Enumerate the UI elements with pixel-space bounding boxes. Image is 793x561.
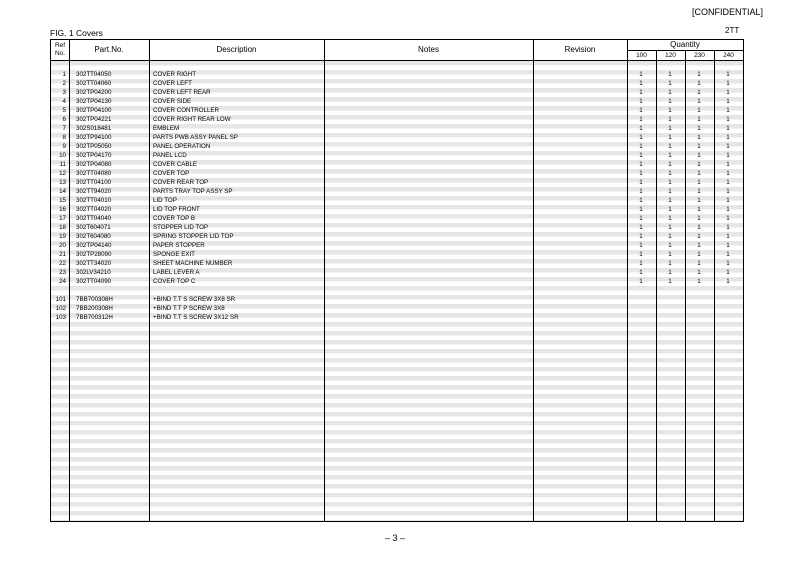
- table-row: [51, 295, 743, 304]
- part-no-cell: 302TP04170: [76, 152, 112, 159]
- qty-230-cell: 1: [697, 71, 701, 78]
- description-cell: COVER CABLE: [153, 161, 198, 168]
- col-q120-header: 120: [665, 52, 676, 59]
- table-row: [51, 259, 743, 268]
- qty-240-cell: 1: [726, 197, 730, 204]
- qty-230-cell: 1: [697, 152, 701, 159]
- table-row: [51, 277, 743, 286]
- qty-120-cell: 1: [668, 215, 672, 222]
- part-no-cell: 302TP04140: [76, 242, 112, 249]
- qty-230-cell: 1: [697, 224, 701, 231]
- description-cell: PANEL LCD: [153, 152, 187, 159]
- description-cell: COVER LEFT REAR: [153, 89, 211, 96]
- qty-120-cell: 1: [668, 71, 672, 78]
- figure-title: FIG. 1 Covers: [50, 28, 103, 38]
- qty-230-cell: 1: [697, 215, 701, 222]
- ref-no-cell: 10: [59, 152, 66, 159]
- qty-230-cell: 1: [697, 179, 701, 186]
- part-no-cell: 302TT04100: [76, 179, 112, 186]
- qty-100-cell: 1: [639, 269, 643, 276]
- ref-no-cell: 18: [59, 224, 66, 231]
- page-number: – 3 –: [385, 533, 406, 543]
- qty-100-cell: [627, 313, 655, 322]
- table-row: [51, 79, 743, 88]
- description-cell: COVER CONTROLLER: [153, 107, 220, 114]
- description-cell: PARTS TRAY TOP ASSY SP: [153, 188, 233, 195]
- qty-230-cell: 1: [697, 206, 701, 213]
- qty-240-cell: 1: [726, 233, 730, 240]
- qty-230-cell: 1: [697, 134, 701, 141]
- description-cell: COVER TOP C: [153, 278, 196, 285]
- qty-120-cell: 1: [668, 89, 672, 96]
- qty-100-cell: 1: [639, 89, 643, 96]
- qty-120-cell: 1: [668, 134, 672, 141]
- qty-240-cell: 1: [726, 161, 730, 168]
- table-row: [51, 124, 743, 133]
- qty-240-cell: 1: [726, 125, 730, 132]
- qty-240-cell: 1: [726, 260, 730, 267]
- qty-240-cell: 1: [726, 116, 730, 123]
- qty-120-cell: 1: [668, 197, 672, 204]
- qty-100-cell: 1: [639, 278, 643, 285]
- qty-240-cell: 1: [726, 179, 730, 186]
- qty-230-cell: [685, 295, 713, 304]
- parts-table: [50, 39, 744, 522]
- qty-240-cell: 1: [726, 224, 730, 231]
- part-no-cell: 302TP28090: [76, 251, 112, 258]
- table-body: [51, 61, 743, 521]
- ref-no-cell: 2: [62, 80, 66, 87]
- description-cell: LABEL LEVER A: [153, 269, 200, 276]
- qty-120-cell: 1: [668, 224, 672, 231]
- qty-120-cell: 1: [668, 206, 672, 213]
- qty-230-cell: 1: [697, 107, 701, 114]
- qty-120-cell: 1: [668, 278, 672, 285]
- col-notes-header: Notes: [418, 45, 439, 54]
- col-ref-header: [51, 40, 69, 60]
- part-no-cell: 302TT34020: [76, 260, 112, 267]
- qty-230-cell: 1: [697, 269, 701, 276]
- qty-100-cell: 1: [639, 233, 643, 240]
- part-no-cell: 302T604080: [76, 233, 111, 240]
- qty-240-cell: 1: [726, 152, 730, 159]
- part-no-cell: 302TT04060: [76, 80, 112, 87]
- qty-240-cell: 1: [726, 206, 730, 213]
- description-cell: COVER TOP: [153, 170, 190, 177]
- qty-120-cell: 1: [668, 80, 672, 87]
- ref-no-cell: 103: [55, 314, 66, 321]
- table-row: [51, 97, 743, 106]
- description-cell: SPONGE EXIT: [153, 251, 195, 258]
- table-row: [51, 178, 743, 187]
- part-no-cell: 302TT94020: [76, 188, 112, 195]
- qty-120-cell: 1: [668, 125, 672, 132]
- qty-230-cell: 1: [697, 188, 701, 195]
- qty-230-cell: 1: [697, 260, 701, 267]
- ref-no-cell: 20: [59, 242, 66, 249]
- table-row: [51, 214, 743, 223]
- qty-120-cell: 1: [668, 143, 672, 150]
- qty-100-cell: 1: [639, 134, 643, 141]
- ref-no-cell: 8: [62, 134, 66, 141]
- table-row: [51, 286, 743, 295]
- table-row: [51, 313, 743, 322]
- table-row: [51, 106, 743, 115]
- table-row: [51, 223, 743, 232]
- table-row: [51, 169, 743, 178]
- part-no-cell: 302TP04130: [76, 98, 112, 105]
- col-q230-header: 230: [694, 52, 705, 59]
- part-no-cell: 302TT04020: [76, 206, 112, 213]
- qty-240-cell: 1: [726, 98, 730, 105]
- qty-100-cell: 1: [639, 260, 643, 267]
- qty-240-cell: 1: [726, 71, 730, 78]
- part-no-cell: 302TT04050: [76, 71, 112, 78]
- qty-100-cell: 1: [639, 197, 643, 204]
- description-cell: COVER RIGHT REAR LOW: [153, 116, 231, 123]
- qty-100-cell: 1: [639, 125, 643, 132]
- qty-120-cell: [656, 286, 684, 295]
- qty-100-cell: 1: [639, 224, 643, 231]
- description-cell: +BIND T.T S SCREW 3X8 SR: [153, 296, 236, 303]
- part-no-cell: 7BB700308H: [76, 296, 113, 303]
- qty-230-cell: 1: [697, 170, 701, 177]
- qty-100-cell: 1: [639, 188, 643, 195]
- qty-120-cell: 1: [668, 152, 672, 159]
- ref-no-cell: 23: [59, 269, 66, 276]
- confidential-label: [CONFIDENTIAL]: [692, 7, 764, 17]
- table-row: [51, 88, 743, 97]
- description-cell: COVER REAR TOP: [153, 179, 209, 186]
- ref-no-cell: 7: [62, 125, 66, 132]
- description-cell: COVER RIGHT: [153, 71, 196, 78]
- qty-120-cell: 1: [668, 233, 672, 240]
- qty-100-cell: 1: [639, 80, 643, 87]
- qty-230-cell: [685, 304, 713, 313]
- description-cell: +BIND T.T P SCREW 3X8: [153, 305, 225, 312]
- ref-no-cell: [51, 286, 66, 295]
- description-cell: SHEET MACHINE NUMBER: [153, 260, 233, 267]
- ref-no-cell: 101: [55, 296, 66, 303]
- table-row: [51, 133, 743, 142]
- table-row: [51, 232, 743, 241]
- description-cell: PANEL OPERATION: [153, 143, 211, 150]
- qty-100-cell: 1: [639, 251, 643, 258]
- qty-240-cell: 1: [726, 143, 730, 150]
- qty-120-cell: 1: [668, 260, 672, 267]
- part-no-cell: 302LV34210: [76, 269, 111, 276]
- part-no-cell: 302TP04200: [76, 89, 112, 96]
- col-quantity-header: Quantity: [670, 40, 700, 49]
- table-row: [51, 70, 743, 79]
- qty-100-cell: 1: [639, 179, 643, 186]
- qty-100-cell: 1: [639, 71, 643, 78]
- col-q100-header: 100: [636, 52, 647, 59]
- part-no-cell: 302TT04090: [76, 278, 112, 285]
- qty-120-cell: 1: [668, 170, 672, 177]
- qty-230-cell: 1: [697, 233, 701, 240]
- table-row: [51, 196, 743, 205]
- part-no-cell: 7BB700312H: [76, 314, 113, 321]
- qty-120-cell: [656, 313, 684, 322]
- description-cell: SPRING STOPPER LID TOP: [153, 233, 234, 240]
- part-no-cell: 302TP04221: [76, 116, 112, 123]
- ref-no-cell: 11: [59, 161, 66, 168]
- col-desc-header: Description: [216, 45, 257, 54]
- part-no-cell: 302TT04040: [76, 215, 112, 222]
- qty-230-cell: 1: [697, 161, 701, 168]
- ref-no-cell: 3: [62, 89, 66, 96]
- part-no-cell: 7BB200308H: [76, 305, 113, 312]
- qty-240-cell: [714, 295, 742, 304]
- qty-230-cell: 1: [697, 251, 701, 258]
- qty-230-cell: 1: [697, 143, 701, 150]
- qty-120-cell: 1: [668, 188, 672, 195]
- qty-240-cell: 1: [726, 188, 730, 195]
- qty-240-cell: [714, 286, 742, 295]
- description-cell: EMBLEM: [153, 125, 180, 132]
- ref-no-cell: 12: [59, 170, 66, 177]
- part-no-cell: 302S018481: [76, 125, 112, 132]
- qty-100-cell: [627, 304, 655, 313]
- qty-100-cell: [627, 295, 655, 304]
- qty-120-cell: [656, 295, 684, 304]
- ref-no-cell: 9: [62, 143, 66, 150]
- part-no-cell: 302TP04100: [76, 107, 112, 114]
- col-ref-line1: Ref: [54, 42, 66, 49]
- part-no-cell: 302TT04010: [76, 197, 112, 204]
- ref-no-cell: 6: [62, 116, 66, 123]
- qty-230-cell: 1: [697, 98, 701, 105]
- table-row: [51, 142, 743, 151]
- col-part-header: Part.No.: [94, 45, 124, 54]
- part-no-cell: 302TT04080: [76, 170, 112, 177]
- table-row: [51, 241, 743, 250]
- qty-120-cell: 1: [668, 179, 672, 186]
- ref-no-cell: 17: [59, 215, 66, 222]
- table-row: [51, 187, 743, 196]
- description-cell: PARTS PWB ASSY PANEL SP: [153, 134, 238, 141]
- qty-120-cell: 1: [668, 107, 672, 114]
- col-revision-header: Revision: [564, 45, 596, 54]
- col-q240-header: 240: [723, 52, 734, 59]
- qty-100-cell: 1: [639, 116, 643, 123]
- table-row: [51, 115, 743, 124]
- qty-120-cell: [656, 304, 684, 313]
- qty-240-cell: 1: [726, 251, 730, 258]
- qty-100-cell: 1: [639, 98, 643, 105]
- ref-no-cell: 21: [59, 251, 66, 258]
- table-row: [51, 205, 743, 214]
- qty-240-cell: 1: [726, 269, 730, 276]
- ref-no-cell: 13: [59, 179, 66, 186]
- qty-120-cell: 1: [668, 161, 672, 168]
- model-code: 2TT: [725, 26, 740, 35]
- table-row: [51, 250, 743, 259]
- qty-120-cell: 1: [668, 242, 672, 249]
- qty-240-cell: 1: [726, 278, 730, 285]
- ref-no-cell: 5: [62, 107, 66, 114]
- qty-120-cell: 1: [668, 116, 672, 123]
- qty-100-cell: 1: [639, 152, 643, 159]
- ref-no-cell: 24: [59, 278, 66, 285]
- qty-240-cell: 1: [726, 89, 730, 96]
- part-no-cell: 302TP94100: [76, 134, 112, 141]
- part-no-cell: 302T604071: [76, 224, 111, 231]
- qty-240-cell: 1: [726, 80, 730, 87]
- qty-240-cell: 1: [726, 134, 730, 141]
- qty-230-cell: 1: [697, 80, 701, 87]
- qty-240-cell: [714, 313, 742, 322]
- qty-100-cell: 1: [639, 242, 643, 249]
- qty-100-cell: 1: [639, 161, 643, 168]
- ref-no-cell: 15: [59, 197, 66, 204]
- qty-230-cell: 1: [697, 116, 701, 123]
- description-cell: COVER SIDE: [153, 98, 192, 105]
- ref-no-cell: 14: [59, 188, 66, 195]
- qty-100-cell: 1: [639, 206, 643, 213]
- ref-no-cell: 102: [55, 305, 66, 312]
- qty-240-cell: 1: [726, 170, 730, 177]
- qty-230-cell: 1: [697, 197, 701, 204]
- qty-100-cell: 1: [639, 170, 643, 177]
- ref-no-cell: 22: [59, 260, 66, 267]
- qty-230-cell: 1: [697, 125, 701, 132]
- table-header: [51, 40, 743, 61]
- qty-120-cell: 1: [668, 251, 672, 258]
- description-cell: PAPER STOPPER: [153, 242, 205, 249]
- part-no-cell: 302TP04080: [76, 161, 112, 168]
- description-cell: COVER LEFT: [153, 80, 192, 87]
- qty-230-cell: 1: [697, 242, 701, 249]
- qty-120-cell: 1: [668, 98, 672, 105]
- qty-100-cell: [627, 286, 655, 295]
- qty-240-cell: [714, 304, 742, 313]
- qty-240-cell: 1: [726, 215, 730, 222]
- qty-230-cell: [685, 286, 713, 295]
- table-row: [51, 304, 743, 313]
- ref-no-cell: 16: [59, 206, 66, 213]
- table-row: [51, 160, 743, 169]
- qty-230-cell: [685, 313, 713, 322]
- col-ref-line2: No.: [54, 50, 66, 57]
- description-cell: COVER TOP B: [153, 215, 195, 222]
- qty-100-cell: 1: [639, 143, 643, 150]
- description-cell: LID TOP: [153, 197, 177, 204]
- table-row: [51, 151, 743, 160]
- ref-no-cell: 1: [62, 71, 66, 78]
- qty-240-cell: 1: [726, 107, 730, 114]
- qty-230-cell: 1: [697, 89, 701, 96]
- qty-240-cell: 1: [726, 242, 730, 249]
- qty-100-cell: 1: [639, 215, 643, 222]
- ref-no-cell: 19: [59, 233, 66, 240]
- qty-100-cell: 1: [639, 107, 643, 114]
- table-row: [51, 268, 743, 277]
- qty-120-cell: 1: [668, 269, 672, 276]
- ref-no-cell: 4: [62, 98, 66, 105]
- qty-230-cell: 1: [697, 278, 701, 285]
- description-cell: LID TOP FRONT: [153, 206, 200, 213]
- description-cell: +BIND T.T S SCREW 3X12 SR: [153, 314, 239, 321]
- part-no-cell: 302TP05050: [76, 143, 112, 150]
- description-cell: STOPPER LID TOP: [153, 224, 209, 231]
